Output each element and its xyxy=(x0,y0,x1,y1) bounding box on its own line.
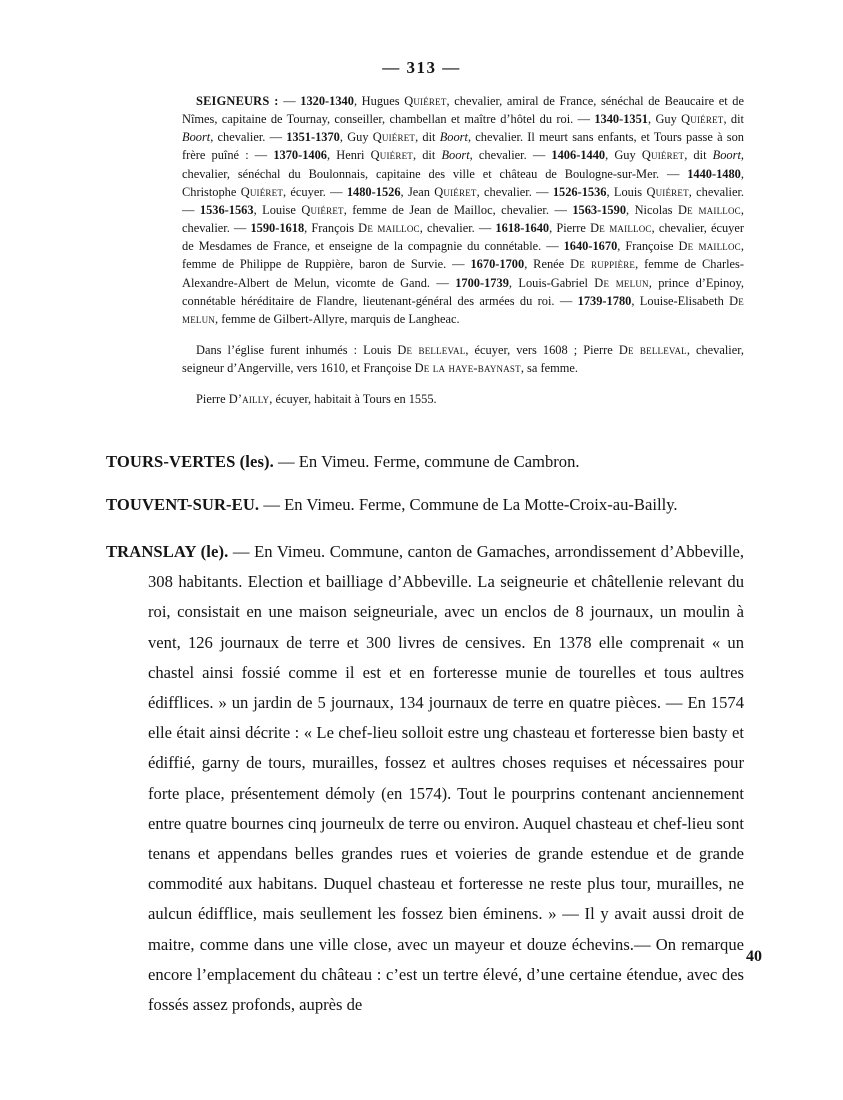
proper-name-smallcaps: Quiéret xyxy=(434,184,477,199)
date-range: 1406-1440 xyxy=(551,148,606,163)
seigneurs-label: SEIGNEURS : xyxy=(196,94,279,108)
proper-name-smallcaps: De la haye-baynast xyxy=(414,361,521,376)
italic-byname: Boort xyxy=(439,130,468,145)
proper-name-smallcaps: De ruppière xyxy=(570,257,636,272)
date-range: 1526-1536 xyxy=(552,184,607,199)
proper-name-smallcaps: De belleval xyxy=(618,343,687,358)
italic-byname: Boort xyxy=(441,148,470,163)
proper-name-smallcaps: Quiéret xyxy=(240,184,284,199)
proper-name-smallcaps: De melun xyxy=(182,293,744,326)
entry-body: — En Vimeu. Ferme, Commune de La Motte-Croix-au-Bailly. xyxy=(259,494,678,514)
proper-name-smallcaps: De mailloc xyxy=(590,221,652,236)
date-range: 1351-1370 xyxy=(286,130,340,145)
entry-tours-vertes xyxy=(106,447,744,477)
seigneurs-body: — 1320-1340, Hugues Quiéret, chevalier, amiral de France, sénéchal de Beaucaire et de Nîmes, capitaine de Tournay, conseiller, chambellan et maître d’hôtel du roi. — 1340-1351, Guy Quiéret, dit Boort, chevalier. — 1351-1370, Guy Quiéret, dit Boort, chevalier. Il meurt sans enfants, et Tours passe à son frère puîné : — 1370-1406, Henri Quiéret, dit Boort, chevalier. — 1406-1440, Guy Quiéret, dit Boort, chevalier, sénéchal du Boulonnais, capitaine des ville et château de Boulogne-sur-Mer. — 1440-1480, Christophe Quiéret, écuyer. — 1480-1526, Jean Quiéret, chevalier. — 1526-1536, Louis Quiéret, chevalier. — 1536-1563, Louise Quiéret, femme de Jean de Mailloc, chevalier. — 1563-1590, Nicolas De mailloc, chevalier. — 1590-1618, François De mailloc, chevalier. — 1618-1640, Pierre De mailloc, chevalier, écuyer de Mesdames de France, et enseigne de la compagnie du connétable. — 1640-1670, Françoise De mailloc, femme de Philippe de Ruppière, baron de Survie. — 1670-1700, Renée De ruppière, femme de Charles-Alexandre-Albert de Melun, vicomte de Gand. — 1700-1739, Louis-Gabriel De melun, prince d’Epinoy, connétable héréditaire de Flandre, lieutenant-général des armées du roi. — 1739-1780, Louise-Elisabeth De melun, femme de Gilbert-Allyre, marquis de Langheac. xyxy=(182,94,745,326)
entry-headword: TRANSLAY (le). xyxy=(106,542,229,561)
date-range: 1670-1700 xyxy=(470,257,525,272)
proper-name-smallcaps: Quiéret xyxy=(681,112,724,127)
entry-touvent-sur-eu xyxy=(106,490,744,520)
proper-name-smallcaps: De belleval xyxy=(397,343,466,358)
eglise-paragraph: Dans l’église furent inhumés : Louis De belleval, écuyer, vers 1608 ; Pierre De belleval, chevalier, seigneur d’Angerville, vers 1610, et Françoise De la haye-baynast, sa femme. xyxy=(182,343,744,376)
proper-name-smallcaps: De mailloc xyxy=(678,239,741,254)
proper-name-smallcaps: De mailloc xyxy=(358,221,420,236)
running-head-folio: — 313 — xyxy=(382,58,461,77)
ailly-paragraph: Pierre D’ailly, écuyer, habitait à Tours en 1555. xyxy=(196,392,437,407)
proper-name-smallcaps: Quiéret xyxy=(301,202,344,217)
italic-byname: Boort xyxy=(182,130,211,145)
entry-body: — En Vimeu. Ferme, commune de Cambron. xyxy=(273,452,580,471)
date-range: 1536-1563 xyxy=(199,202,254,217)
date-range: 1370-1406 xyxy=(273,148,328,163)
date-range: 1320-1340 xyxy=(300,94,354,108)
date-range: 1440-1480 xyxy=(687,166,741,181)
date-range: 1640-1670 xyxy=(563,239,618,254)
entry-body: — En Vimeu. Commune, canton de Gamaches, arrondissement d’Abbeville, 308 habitants. Election et bailliage d’Abbeville. La seigneurie et châtellenie relevant du roi, consistait en une maison seigneuriale, avec un enclos de 8 journaux, un moulin à vent, 126 journaux de terre et 300 livres de censives. En 1378 elle comprenait « un chastel ainsi fossié comme il est et en forteresse munie de tourelles et tous aultres édifflices. » un jardin de 5 journaux, 134 journaux de terre en quatre pièces. — En 1574 elle était ainsi décrite : « Le chef-lieu solloit estre ung chasteau et forteresse bien basty et édiffié, garny de tours, murailles, fossez et aultres choses requises et nécessaires pour forte place, présentement démoly (en 1574). Tout le pourprins contenant anciennement entre quatre bournes cinq journeulx de terre ou environ. Auquel chasteau et chef-lieu sont tenans et appendans belles grandes rues et voieries de grande estendue et de grande commodité aux habitans. Duquel chasteau et forteresse ne reste plus tour, murailles, ne aulcun édifflice, mais seullement les fossez bien éminens. » — Il y avait aussi droit de maitre, comme dans une ville close, avec un mayeur et douze échevins.— On remarque encore l’emplacement du château : c’est un tertre élevé, d’une certaine étendue, avec des fossés assez profonds, auprès de xyxy=(148,542,744,1015)
dictionary-entries xyxy=(106,447,744,1020)
seigneurs-paragraph xyxy=(182,92,744,328)
date-range: 1480-1526 xyxy=(346,184,401,199)
date-range: 1590-1618 xyxy=(250,221,305,236)
proper-name-smallcaps: Quiéret xyxy=(370,148,413,163)
proper-name-smallcaps: De mailloc xyxy=(677,202,741,217)
proper-name-smallcaps: Quiéret xyxy=(404,94,447,108)
signature-mark: 40 xyxy=(746,948,762,965)
fine-print-block xyxy=(182,92,744,409)
date-range: 1340-1351 xyxy=(594,112,649,127)
proper-name-smallcaps: Quiéret xyxy=(372,130,416,145)
proper-name-smallcaps: De melun xyxy=(594,275,649,290)
proper-name-smallcaps: Quiéret xyxy=(641,148,685,163)
date-range: 1618-1640 xyxy=(495,221,550,236)
date-range: 1700-1739 xyxy=(455,275,509,290)
date-range: 1563-1590 xyxy=(572,202,627,217)
italic-byname: Boort xyxy=(712,148,741,163)
proper-name-smallcaps: D’ailly xyxy=(228,392,270,407)
entry-headword: TOURS-VERTES (les). xyxy=(106,452,274,471)
date-range: 1739-1780 xyxy=(577,293,632,308)
entry-headword: TOUVENT-SUR-EU. xyxy=(106,494,260,514)
proper-name-smallcaps: Quiéret xyxy=(646,184,689,199)
